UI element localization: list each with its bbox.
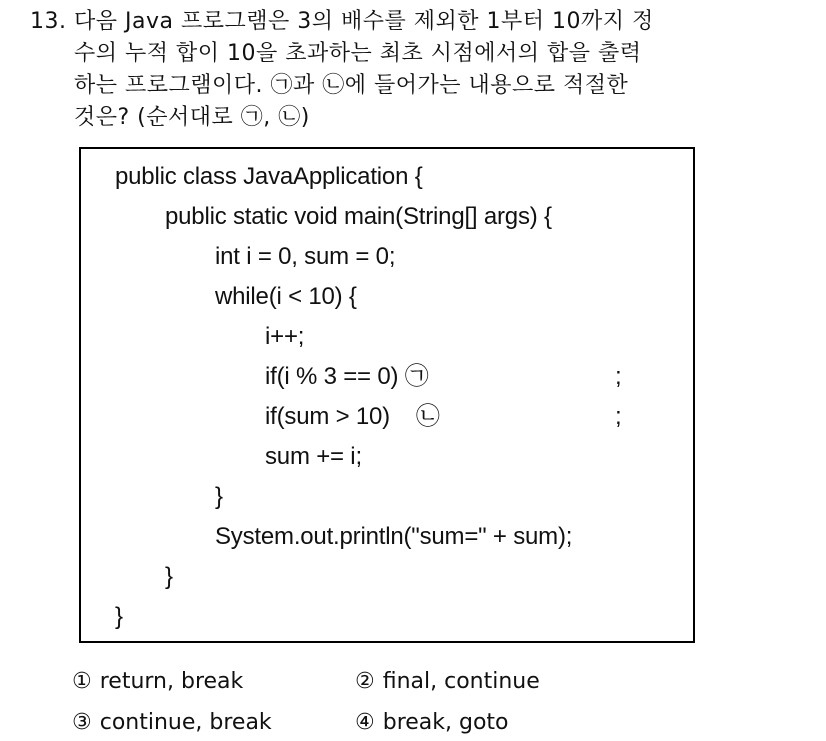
question-line-1: 13. 다음 Java 프로그램은 3의 배수를 제외한 1부터 10까지 정: [30, 6, 810, 38]
question-number: 13.: [30, 9, 67, 34]
code-line-2: public static void main(String[] args) {: [165, 203, 552, 230]
code-block: [79, 147, 695, 643]
option-4[interactable]: [355, 707, 509, 739]
code-line-12: }: [115, 603, 123, 630]
option-2-text: final, continue: [382, 669, 540, 694]
code-line-3: int i = 0, sum = 0;: [215, 243, 396, 270]
question-line-3: 하는 프로그램이다. ㉠과 ㉡에 들어가는 내용으로 적절한: [74, 73, 629, 98]
code-semicolon-1: ;: [615, 363, 622, 390]
question-line-2: 수의 누적 합이 10을 초과하는 최초 시점에서의 합을 출력: [74, 41, 642, 66]
option-4-text: break, goto: [382, 710, 509, 735]
code-line-11: }: [165, 563, 173, 590]
question-line-4: 것은? (순서대로 ㉠, ㉡): [74, 105, 310, 130]
option-3[interactable]: [72, 707, 272, 739]
code-line-10: System.out.println("sum=" + sum);: [215, 523, 573, 550]
option-2-mark: ②: [355, 669, 375, 694]
option-3-text: continue, break: [99, 710, 272, 735]
option-1[interactable]: [72, 666, 243, 698]
code-line-8: sum += i;: [265, 443, 362, 470]
code-semicolon-2: ;: [615, 403, 622, 430]
code-line-4: while(i < 10) {: [215, 283, 357, 310]
code-line-5: i++;: [265, 323, 305, 350]
option-3-mark: ③: [72, 710, 92, 735]
option-1-text: return, break: [99, 669, 244, 694]
code-line-9: }: [215, 483, 223, 510]
code-line-1: public class JavaApplication {: [115, 163, 423, 190]
code-line-6: if(i % 3 == 0) ㉠: [265, 363, 429, 390]
option-2[interactable]: [355, 666, 540, 698]
option-4-mark: ④: [355, 710, 375, 735]
option-1-mark: ①: [72, 669, 92, 694]
question-text: [30, 6, 810, 134]
code-line-7: if(sum > 10) ㉡: [265, 403, 440, 430]
